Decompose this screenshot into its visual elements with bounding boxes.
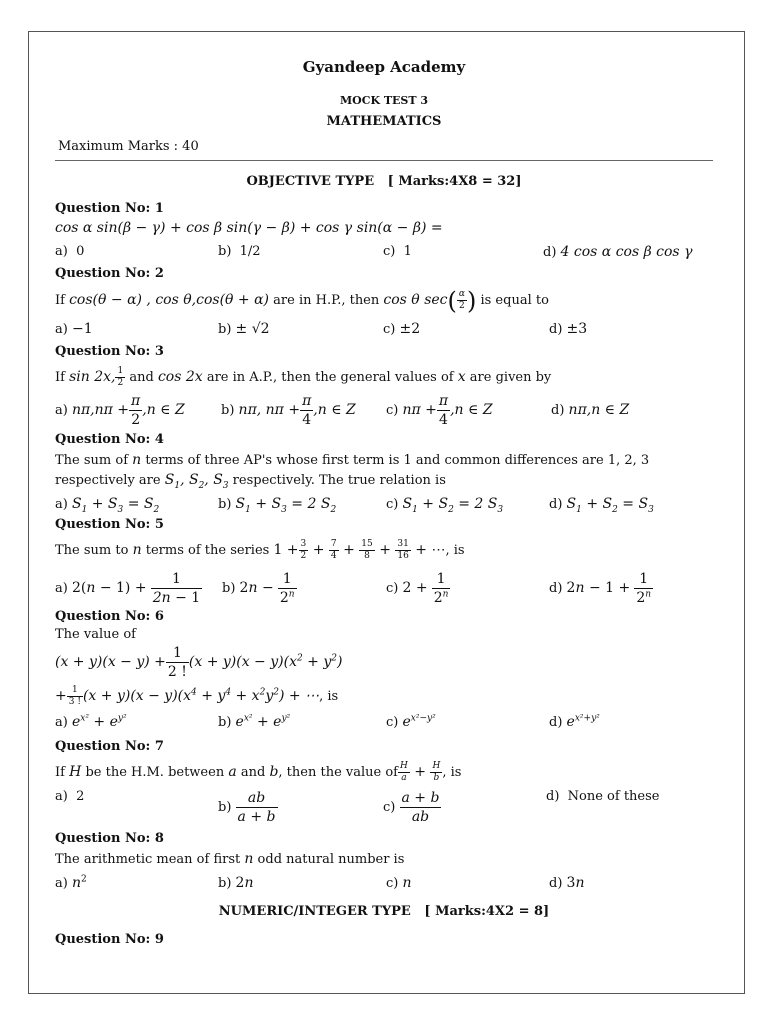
q7-option-a: a) 2 — [55, 789, 85, 804]
q5-option-d: d) 2n − 1 + $\frac{1}{2^n}$ — [549, 571, 652, 606]
question-2-heading: Question No: 2 — [55, 266, 164, 281]
q4-option-d: d) $S_1 + S_2 = S_3$ — [549, 496, 654, 515]
question-1-heading: Question No: 1 — [55, 201, 164, 216]
q7-option-b: b) $\frac{ab}{a + b}$ — [218, 790, 276, 825]
question-7-heading: Question No: 7 — [55, 739, 164, 754]
q2-option-c: c) ±2 — [383, 321, 421, 337]
subject-name: MATHEMATICS — [326, 114, 442, 129]
q8-option-a: a) $n^2$ — [55, 874, 87, 891]
question-6-expression-line-1: (x + y)(x − y) + $\frac{1}{2 !}$ $(x + y)(x - y)(x^2 + y^2)$ — [55, 645, 343, 680]
question-8-text: The arithmetic mean of first n odd natural number is — [55, 851, 405, 867]
q3-option-d: d) nπ,n ∈ Z — [551, 402, 630, 418]
question-5-text: The sum to n terms of the series 1 + $\frac{3}{2}$ + $\frac{7}{4}$ + $\frac{15}{8}$ + $\frac{31}{16}$ + ⋯, is — [55, 539, 465, 561]
q7-option-c: c) $\frac{a + b}{ab}$ — [383, 790, 440, 825]
q4-option-a: a) $S_1 + S_3 = S_2$ — [55, 496, 160, 515]
question-7-text: If H be the H.M. between a and b, then the value of $\frac{H}{a}$ + $\frac{H}{b}$ , is — [55, 761, 462, 783]
question-4-line-2: respectively are $S_1$, $S_2$, $S_3$ respectively. The true relation is — [55, 472, 446, 491]
academy-name: Gyandeep Academy — [302, 58, 466, 76]
q1-option-b: b) 1/2 — [218, 244, 261, 259]
question-8-heading: Question No: 8 — [55, 831, 164, 846]
q3-option-a: a) nπ,nπ + $\frac{\pi}{2}$ ,n ∈ Z — [55, 393, 185, 428]
question-4-heading: Question No: 4 — [55, 432, 164, 447]
question-6-expression-line-2: + $\frac{1}{3 !}$ $(x + y)(x - y)(x^4 + y^4 + x^2y^2)$ + ⋯, is — [55, 685, 339, 707]
q6-option-c: c) $e^{x^2-y^2}$ — [386, 713, 436, 730]
question-2-text: If cos(θ − α) , cos θ,cos(θ + α) are in H.P., then cos θ sec( $\frac{\alpha}{2}$ ) is equal to — [55, 286, 549, 315]
question-3-heading: Question No: 3 — [55, 344, 164, 359]
question-3-text: If sin 2x, $\frac{1}{2}$ and cos 2x are in A.P., then the general values of x are given by — [55, 366, 552, 388]
q8-option-c: c) n — [386, 875, 412, 891]
q5-option-b: b) 2n − $\frac{1}{2^n}$ — [222, 571, 295, 606]
question-9-heading: Question No: 9 — [55, 932, 164, 947]
objective-section-title: OBJECTIVE TYPE [ Marks:4X8 = 32] — [246, 174, 522, 189]
q3-option-c: c) nπ + $\frac{\pi}{4}$ ,n ∈ Z — [386, 393, 493, 428]
q1-option-d: d) 4 cos α cos β cos γ — [543, 244, 693, 260]
q2-option-b: b) ± √2 — [218, 321, 270, 337]
numeric-section-title: NUMERIC/INTEGER TYPE [ Marks:4X2 = 8] — [218, 904, 550, 919]
question-4-line-1: The sum of n terms of three AP's whose first term is 1 and common differences are 1, 2, 3 — [55, 452, 650, 468]
q4-option-b: b) $S_1 + S_3 = 2$ $S_2$ — [218, 496, 337, 515]
max-marks: Maximum Marks : 40 — [58, 139, 199, 154]
q1-option-c: c) 1 — [383, 244, 412, 259]
question-6-text: The value of — [55, 627, 136, 642]
q6-option-b: b) $e^{x^2} + e^{y^2}$ — [218, 713, 291, 730]
q5-option-c: c) 2 + $\frac{1}{2^n}$ — [386, 571, 449, 606]
question-6-heading: Question No: 6 — [55, 609, 164, 624]
q7-option-d: d) None of these — [546, 789, 660, 804]
q6-option-a: a) $e^{x^2} + e^{y^2}$ — [55, 713, 127, 730]
question-5-heading: Question No: 5 — [55, 517, 164, 532]
q3-option-b: b) nπ, nπ + $\frac{\pi}{4}$ ,n ∈ Z — [221, 393, 356, 428]
q2-option-d: d) ±3 — [549, 321, 588, 337]
q5-option-a: a) 2(n − 1) + $\frac{1}{2n - 1}$ — [55, 571, 201, 606]
q8-option-d: d) 3n — [549, 875, 585, 891]
question-1-expression: cos α sin(β − γ) + cos β sin(γ − β) + cos γ sin(α − β) = — [55, 220, 443, 236]
q2-option-a: a) −1 — [55, 321, 93, 337]
q8-option-b: b) 2n — [218, 875, 254, 891]
q6-option-d: d) $e^{x^2+y^2}$ — [549, 713, 600, 730]
q4-option-c: c) $S_1 + S_2 = 2$ $S_3$ — [386, 496, 504, 515]
q1-option-a: a) 0 — [55, 244, 85, 259]
test-name: MOCK TEST 3 — [339, 94, 429, 107]
header-divider — [55, 160, 713, 161]
